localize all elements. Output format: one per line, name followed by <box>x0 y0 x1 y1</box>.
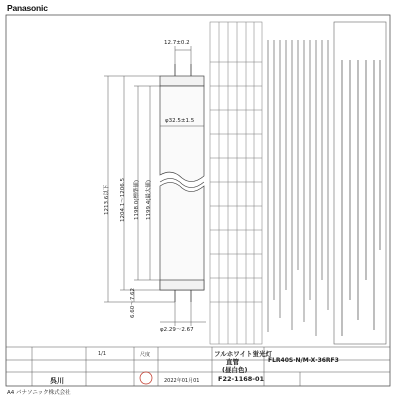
scale-value: 1/1 <box>98 351 107 357</box>
drawing-number: F22-1168-01 <box>218 375 265 383</box>
length-standard-label: 1198.0(標準値) <box>134 179 140 220</box>
tube-diameter-label: φ32.5±1.5 <box>165 118 195 124</box>
product-color: (昼白色) <box>222 366 248 374</box>
approval-stamp <box>140 372 152 384</box>
scale-label: 尺度 <box>140 352 151 358</box>
footer-company: A4 パナソニック株式会社 <box>7 390 71 396</box>
notes-text <box>268 40 328 336</box>
length-max-label: 1199.4(最大値) <box>146 179 152 220</box>
brand-logo: Panasonic <box>7 3 48 13</box>
warning-text <box>342 60 380 336</box>
length-range-label: 1204.1～1206.5 <box>120 178 126 222</box>
pin-spacing-label: 12.7±0.2 <box>164 40 190 46</box>
product-name: フルホワイト蛍光灯 <box>214 350 273 358</box>
issue-date: 2022年01月01 <box>164 378 200 384</box>
product-type: 直管 <box>226 358 239 366</box>
pin-length-label: 6.60～7.62 <box>130 288 136 318</box>
issuer-name: 呉川 <box>50 377 64 385</box>
lamp-outline <box>160 64 204 302</box>
pin-diameter-label: φ2.29～2.67 <box>160 327 194 333</box>
overall-length-label: 1213.6以下 <box>104 184 110 215</box>
spec-table <box>210 22 262 344</box>
model-number: FLR40S·N/M-X·36RF3 <box>268 357 339 364</box>
